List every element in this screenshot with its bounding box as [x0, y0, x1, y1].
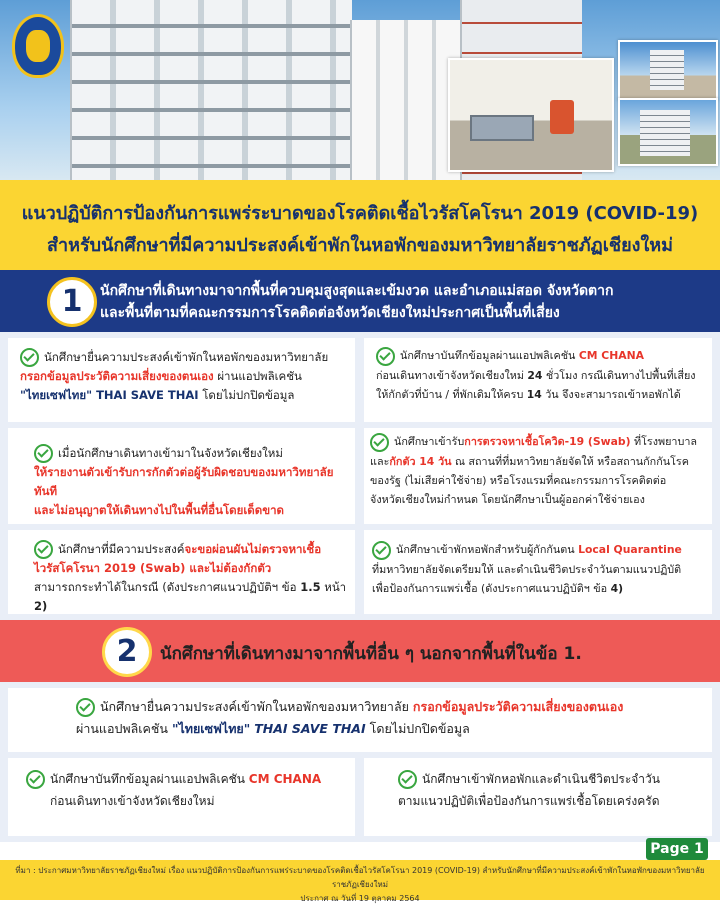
page-title: แนวปฏิบัติการป้องกันการแพร่ระบาดของโรคติดเชื้อไวรัสโคโรนา 2019 (COVID-19)	[21, 203, 699, 224]
university-logo	[12, 14, 64, 78]
check-circle-icon	[76, 698, 95, 717]
check-circle-icon	[370, 433, 389, 452]
page-number-badge: Page 1	[646, 838, 708, 860]
page-subtitle: สำหรับนักศึกษาที่มีความประสงค์เข้าพักในหอพักของมหาวิทยาลัยราชภัฏเชียงใหม่	[47, 235, 673, 256]
section-2-header	[0, 620, 720, 682]
check-circle-icon	[20, 348, 39, 367]
list-item: เมื่อนักศึกษาเดินทางเข้ามาในจังหวัดเชียงใหม่ ให้รายงานตัวเข้ารับการกักตัวต่อผู้รับผิดชอบของมหาวิทยาลัยทันที และไม่อนุญาตให้เดินทางไปในพื้นที่อื่นโดยเด็ดขาด	[34, 446, 334, 517]
section-heading: นักศึกษาที่เดินทางมาจากพื้นที่อื่น ๆ นอกจากพื้นที่ในข้อ 1.	[160, 644, 582, 664]
check-circle-icon	[34, 444, 53, 463]
footer-source-note: ที่มา : ประกาศมหาวิทยาลัยราชภัฏเชียงใหม่ เรื่อง แนวปฏิบัติการป้องกันการแพร่ระบาดของโรคติดเชื้อไวรัสโคโรนา 2019 (COVID-19) สำหรับนักศึกษาที่มีความประสงค์เข้าพักในหอพักของมหาวิทยาลัยราชภัฏเชียงใหม่ ประกาศ ณ วันที่ 19 ตุลาคม 2564	[15, 866, 705, 903]
check-circle-icon	[26, 770, 45, 789]
section-1-header	[0, 270, 720, 332]
room-photo	[448, 58, 614, 172]
building-photo	[618, 98, 718, 166]
list-item: นักศึกษาบันทึกข้อมูลผ่านแอปพลิเคชัน CM CHANA ก่อนเดินทางเข้าจังหวัดเชียงใหม่	[26, 768, 355, 812]
list-item: นักศึกษาเข้าพักหอพักสำหรับผู้กักกันตน Local Quarantine ที่มหาวิทยาลัยจัดเตรียมให้ และดำเนินชีวิตประจำวันตามแนวปฏิบัติ เพื่อป้องกันการแพร่เชื้อ (ดังประกาศแนวปฏิบัติฯ ข้อ 4)	[372, 540, 712, 598]
footer-band	[0, 860, 720, 903]
list-item: นักศึกษายื่นความประสงค์เข้าพักในหอพักของมหาวิทยาลัย กรอกข้อมูลประวัติความเสี่ยงของตนเอง ผ่านแอปพลิเคชัน "ไทยเซฟไทย" THAI SAVE THAI โดยไม่ปกปิดข้อมูล	[20, 350, 329, 402]
check-circle-icon	[34, 540, 53, 559]
section-number-badge: 1	[47, 277, 97, 327]
dormitory-building-image	[70, 0, 352, 180]
dormitory-building-image	[350, 20, 462, 180]
check-circle-icon	[372, 541, 391, 560]
list-item: นักศึกษาบันทึกข้อมูลผ่านแอปพลิเคชัน CM CHANA ก่อนเดินทางเข้าจังหวัดเชียงใหม่ 24 ชั่วโมง กรณีเดินทางไปพื้นที่เสี่ยง ให้กักตัวที่บ้าน / ที่พักเดิมให้ครบ 14 วัน จึงจะสามารถเข้าหอพักได้	[376, 346, 712, 404]
list-item: นักศึกษายื่นความประสงค์เข้าพักในหอพักของมหาวิทยาลัย กรอกข้อมูลประวัติความเสี่ยงของตนเอง ผ่านแอปพลิเคชัน "ไทยเซฟไทย" THAI SAVE THAI โดยไม่ปกปิดข้อมูล	[76, 699, 624, 736]
section-heading: นักศึกษาที่เดินทางมาจากพื้นที่ควบคุมสูงสุดและเข้มงวด และอำเภอแม่สอด จังหวัดตาก และพื้นที่ตามที่คณะกรรมการโรคติดต่อจังหวัดเชียงใหม่ประกาศเป็นพื้นที่เสี่ยง	[100, 283, 614, 321]
check-circle-icon	[376, 347, 395, 366]
section-number-badge: 2	[102, 627, 152, 677]
list-item: นักศึกษาที่มีความประสงค์จะขอผ่อนผันไม่ตรวจหาเชื้อ ไวรัสโคโรนา 2019 (Swab) และไม่ต้องกักตัว สามารถกระทำได้ในกรณี (ดังประกาศแนวปฏิบัติฯ ข้อ 1.5 หน้า 2)	[34, 542, 347, 613]
check-circle-icon	[398, 770, 417, 789]
list-item: นักศึกษาเข้ารับการตรวจหาเชื้อโควิด-19 (Swab) ที่โรงพยาบาล และกักตัว 14 วัน ณ สถานที่ที่มหาวิทยาลัยจัดให้ หรือสถานกักกันโรค ของรัฐ (ไม่เสียค่าใช้จ่าย) หรือโรงแรมที่คณะกรรมการโรคติดต่อ จังหวัดเชียงใหม่กำหนด โดยนักศึกษาเป็นผู้ออกค่าใช้จ่ายเอง	[370, 432, 712, 509]
hero-banner	[0, 0, 720, 180]
building-photo	[618, 40, 718, 100]
list-item: นักศึกษาเข้าพักหอพักและดำเนินชีวิตประจำวัน ตามแนวปฏิบัติเพื่อป้องกันการแพร่เชื้อโดยเคร่งครัด	[398, 772, 660, 808]
